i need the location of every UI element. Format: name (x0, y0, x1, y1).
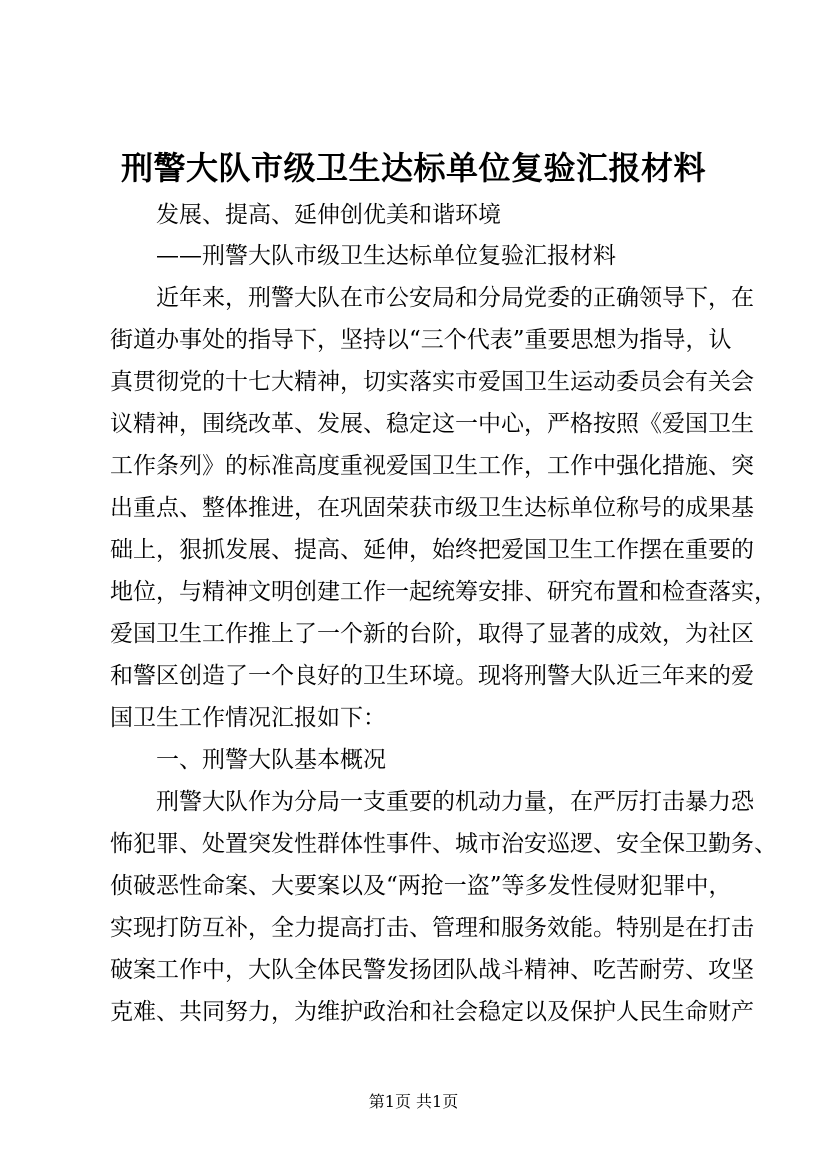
paragraph-1-line: 议精神，围绕改革、发展、稳定这一中心，严格按照《爱国卫生 (110, 411, 754, 437)
paragraph-1-line: 出重点、整体推进，在巩固荣获市级卫生达标单位称号的成果基 (110, 495, 754, 521)
paragraph-1-line: 地位，与精神文明创建工作一起统筹安排、研究布置和检查落实， (110, 579, 777, 605)
section-heading: 一、刑警大队基本概况 (156, 747, 386, 773)
paragraph-2-line: 实现打防互补，全力提高打击、管理和服务效能。特别是在打击 (110, 915, 754, 941)
paragraph-1-line: 工作条列》的标准高度重视爱国卫生工作，工作中强化措施、突 (110, 453, 754, 479)
paragraph-2-line: 刑警大队作为分局一支重要的机动力量，在严厉打击暴力恐 (156, 789, 754, 815)
paragraph-2-line: 克难、共同努力，为维护政治和社会稳定以及保护人民生命财产 (110, 999, 754, 1025)
paragraph-1-line: 近年来，刑警大队在市公安局和分局党委的正确领导下，在 (156, 285, 754, 311)
paragraph-1-line: 街道办事处的指导下，坚持以“三个代表”重要思想为指导，认 (110, 327, 732, 353)
paragraph-2-line: 破案工作中，大队全体民警发扬团队战斗精神、吃苦耐劳、攻坚 (110, 957, 754, 983)
subtitle-line-2: ——刑警大队市级卫生达标单位复验汇报材料 (156, 243, 616, 269)
paragraph-1-line: 真贯彻党的十七大精神，切实落实市爱国卫生运动委员会有关会 (110, 369, 754, 395)
paragraph-1-line: 爱国卫生工作推上了一个新的台阶，取得了显著的成效，为社区 (110, 621, 754, 647)
paragraph-1-line: 国卫生工作情况汇报如下： (110, 705, 386, 731)
paragraph-1-line: 础上，狠抓发展、提高、延伸，始终把爱国卫生工作摆在重要的 (110, 537, 754, 563)
paragraph-2-line: 侦破恶性命案、大要案以及“两抢一盗”等多发性侵财犯罪中， (110, 873, 732, 899)
paragraph-2-line: 怖犯罪、处置突发性群体性事件、城市治安巡逻、安全保卫勤务、 (110, 831, 777, 857)
subtitle-line-1: 发展、提高、延伸创优美和谐环境 (156, 202, 501, 228)
page-footer: 第1页 共1页 (368, 1092, 459, 1111)
document-title: 刑警大队市级卫生达标单位复验汇报材料 (120, 149, 706, 187)
paragraph-1-line: 和警区创造了一个良好的卫生环境。现将刑警大队近三年来的爱 (110, 663, 754, 689)
